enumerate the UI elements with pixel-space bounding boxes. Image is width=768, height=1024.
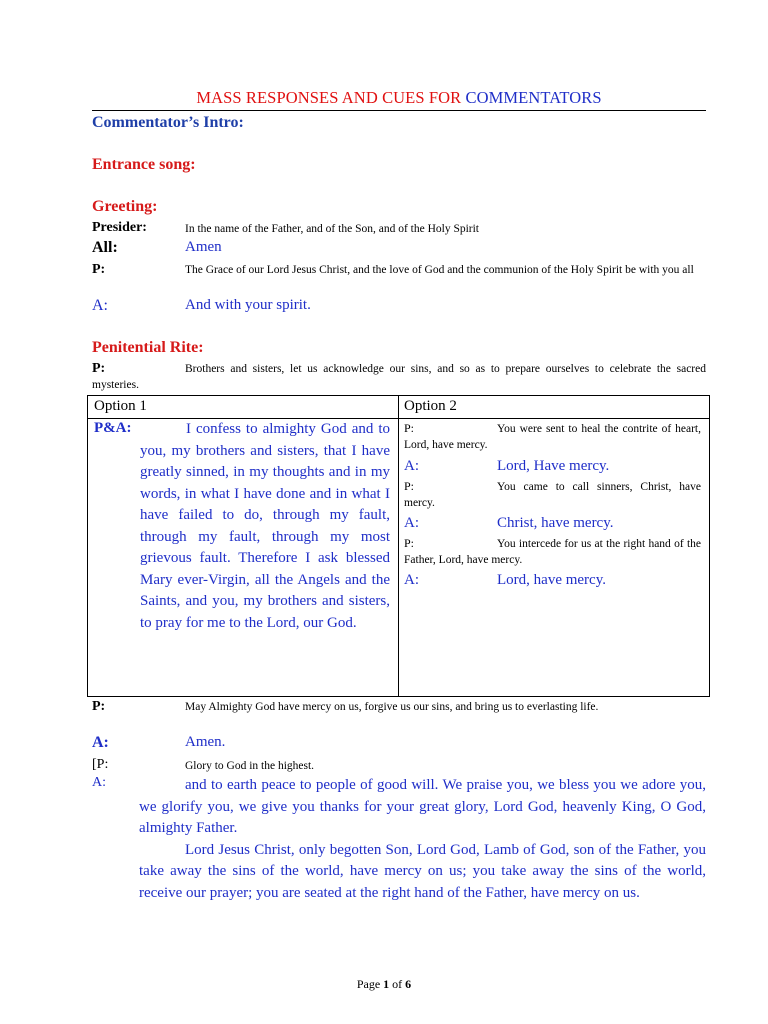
confiteor-text: I confess to almighty God and to you, my brothers and sisters, that I have greatly sinned, in my thoughts and in my words, in what I have done and in what I have failed to do, through my fault, through my fault, through my most grievous fault. Therefore I ask blessed Mary ever-Virgin, all the Angels and the Saints, and you, my brothers and sisters, to pray for me to the Lord, our God.: [140, 421, 390, 631]
option2-a1-row: [404, 458, 701, 477]
option2-a1-response: Lord, Have mercy.: [497, 458, 610, 474]
option2-p1-row: [404, 419, 701, 458]
gloria-a-label: A:: [92, 775, 106, 790]
table-column-divider: [398, 396, 399, 696]
greeting-a-label: A:: [92, 297, 108, 314]
option2-a3-row: [404, 572, 701, 591]
title-part-red: MASS RESPONSES AND CUES FOR: [196, 88, 462, 107]
title-part-blue: COMMENTATORS: [465, 88, 602, 107]
footer-page-word: Page: [356, 977, 381, 991]
option2-a2-row: [404, 515, 701, 534]
gloria-p-row: [92, 757, 706, 775]
page-title: [92, 88, 706, 108]
option2-header: Option 2: [404, 398, 457, 414]
penitential-heading: Penitential Rite:: [92, 339, 204, 356]
option2-p2-text: You came to call sinners, Christ, have mercy.: [404, 481, 701, 509]
gloria-a-row: [92, 775, 706, 904]
gloria-text-2: Lord Jesus Christ, only begotten Son, Lord God, Lamb of God, son of the Father, you take away the sins of the world, have mercy on us; you take away the sins of the world, receive our prayer; you are seated at the right hand of the Father, have mercy on us.: [139, 841, 706, 901]
greeting-a-row: [92, 297, 706, 319]
all-label: All:: [92, 239, 118, 256]
option2-a2-label: A:: [404, 515, 419, 531]
greeting-heading: Greeting:: [92, 198, 158, 215]
option2-p3-row: [404, 534, 701, 572]
option1-cell: [94, 419, 390, 634]
gloria-text-1: and to earth peace to people of good will. We praise you, we bless you we adore you, we glorify you, we give you thanks for your great glory, Lord God, heavenly King, O God, almighty Father.: [139, 777, 706, 836]
gloria-p-text: Glory to God in the highest.: [185, 760, 315, 772]
page-footer: [0, 977, 768, 992]
option1-header: Option 1: [94, 398, 147, 414]
option2-cell: [404, 419, 701, 591]
penitential-p-label: P:: [92, 361, 106, 376]
absolution-label: P:: [92, 699, 106, 714]
greeting-p-row: [92, 262, 706, 278]
option2-a2-response: Christ, have mercy.: [497, 515, 614, 531]
absolution-amen-row: [92, 734, 706, 756]
footer-page-total: 6: [405, 977, 412, 991]
commentator-intro-heading: Commentator’s Intro:: [92, 114, 244, 131]
title-divider: [92, 110, 706, 111]
option2-a3-label: A:: [404, 572, 419, 588]
option2-p3-label: P:: [404, 536, 415, 550]
option2-p2-label: P:: [404, 479, 415, 493]
footer-of-word: of: [392, 977, 403, 991]
greeting-all-row: [92, 239, 706, 261]
option2-p3-text: You intercede for us at the right hand of the Father, Lord, have mercy.: [404, 538, 701, 566]
option2-p1-label: P:: [404, 421, 415, 435]
presider-label: Presider:: [92, 220, 147, 235]
options-table: [87, 395, 710, 697]
presider-text: In the name of the Father, and of the Son, and of the Holy Spirit: [185, 223, 480, 235]
greeting-p-label: P:: [92, 262, 106, 277]
amen-response: Amen.: [185, 734, 226, 750]
entrance-song-heading: Entrance song:: [92, 156, 196, 173]
penitential-p-text: Brothers and sisters, let us acknowledge our sins, and so as to prepare ourselves to celebrate the sacred mysteries.: [92, 363, 706, 391]
all-response: Amen: [185, 239, 222, 255]
option2-p1-text: You were sent to heal the contrite of heart, Lord, have mercy.: [404, 423, 701, 451]
penitential-p-row: [92, 361, 706, 393]
option2-p2-row: [404, 477, 701, 515]
absolution-row: [92, 699, 706, 715]
option2-a1-label: A:: [404, 458, 419, 474]
greeting-p-text: The Grace of our Lord Jesus Christ, and the love of God and the communion of the Holy Spirit be with you all: [185, 264, 694, 276]
footer-page-number: 1: [383, 977, 390, 991]
gloria-p-label: [P:: [92, 757, 109, 772]
absolution-text: May Almighty God have mercy on us, forgive us our sins, and bring us to everlasting life.: [185, 701, 599, 713]
greeting-presider-row: [92, 220, 706, 238]
greeting-a-response: And with your spirit.: [185, 297, 311, 313]
option1-label: P&A:: [94, 420, 132, 436]
amen-label: A:: [92, 734, 109, 751]
option2-a3-response: Lord, have mercy.: [497, 572, 606, 588]
